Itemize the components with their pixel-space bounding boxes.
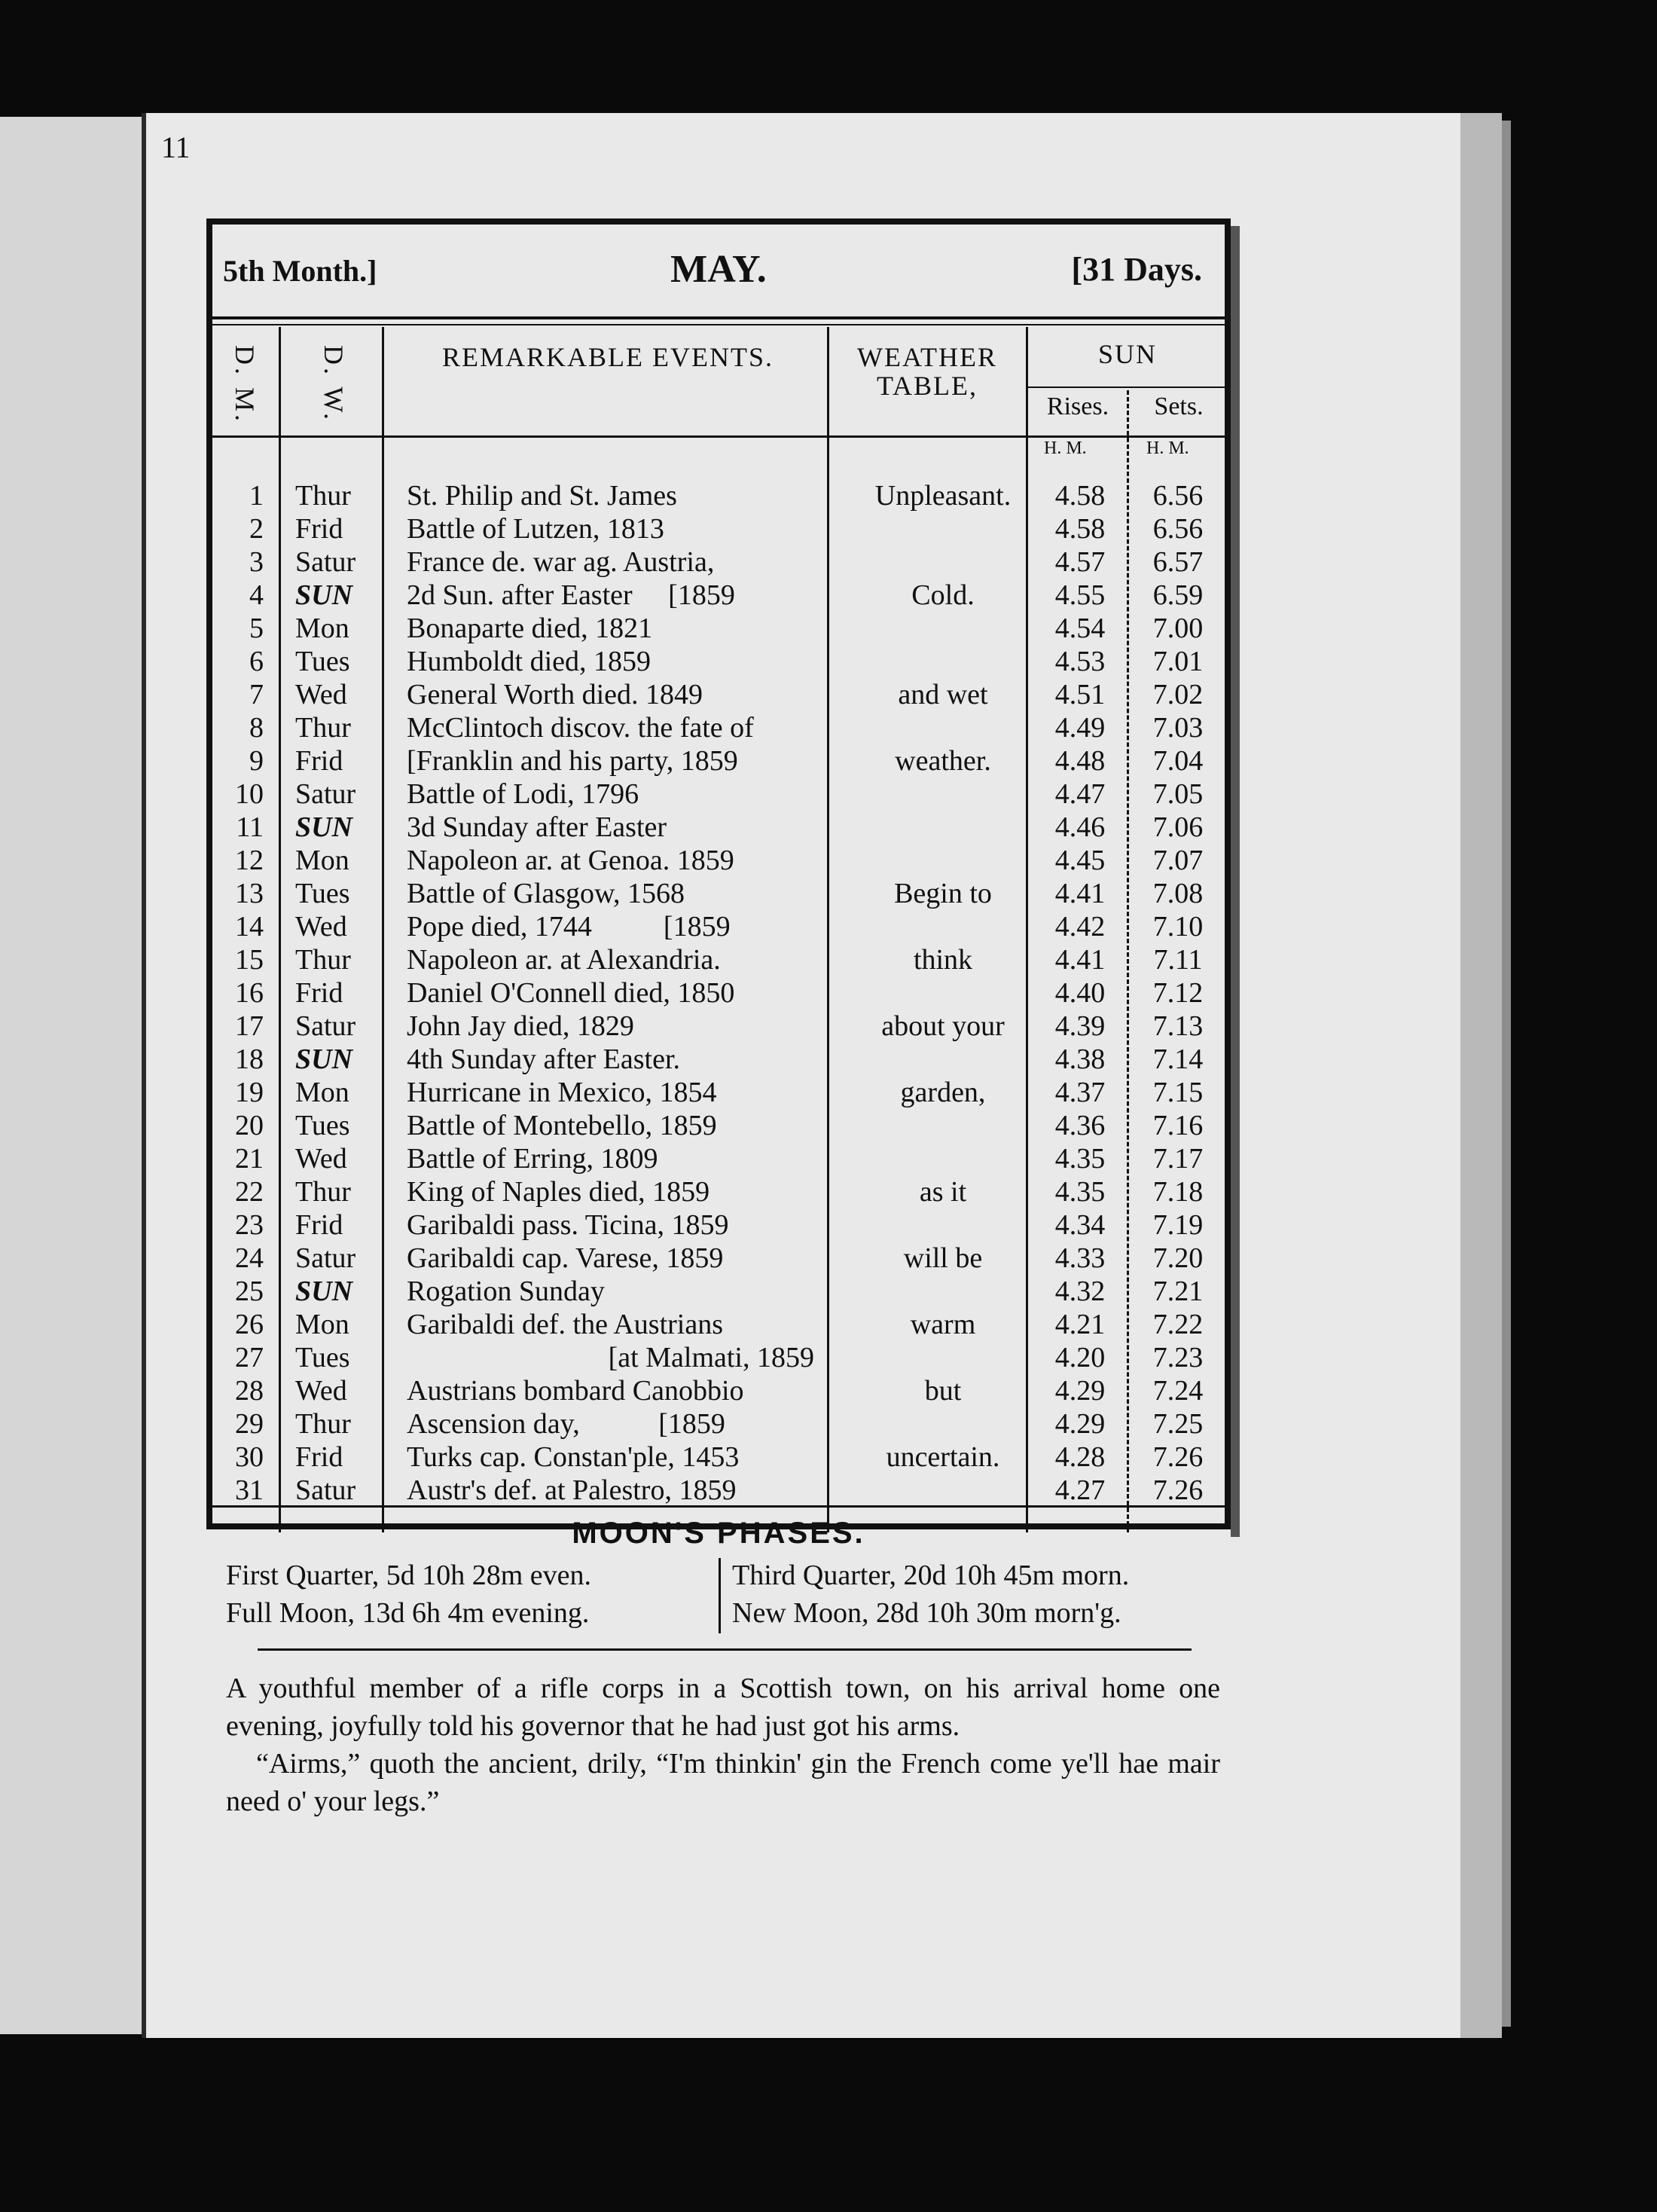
- day-of-month: 20: [235, 1110, 264, 1141]
- events-header: REMARKABLE EVENTS.: [442, 342, 774, 372]
- day-of-month: 10: [235, 778, 264, 810]
- sunset-time: 7.25: [1152, 1408, 1204, 1440]
- event-text: Battle of Lutzen, 1813: [407, 513, 664, 545]
- weather-text: warm: [910, 1309, 976, 1340]
- weather-text: but: [924, 1375, 962, 1407]
- sunrise-time: 4.41: [1054, 878, 1106, 909]
- sunrise-time: 4.29: [1054, 1408, 1106, 1440]
- table-row: [212, 1341, 1225, 1374]
- sunrise-time: 4.29: [1054, 1375, 1106, 1407]
- table-row: [212, 579, 1225, 612]
- sunset-time: 7.00: [1152, 613, 1204, 644]
- weather-text: uncertain.: [886, 1441, 1000, 1473]
- sunrise-time: 4.36: [1054, 1110, 1106, 1141]
- sunrise-time: 4.47: [1054, 778, 1106, 810]
- event-text: [Franklin and his party, 1859: [407, 745, 738, 777]
- sunset-time: 6.59: [1152, 579, 1204, 611]
- sunset-time: 7.18: [1152, 1176, 1204, 1208]
- sunrise-time: 4.37: [1054, 1077, 1106, 1108]
- first-quarter: First Quarter, 5d 10h 28m even.: [226, 1560, 592, 1591]
- sunset-time: 7.14: [1152, 1043, 1204, 1075]
- event-text: King of Naples died, 1859: [407, 1176, 710, 1208]
- day-of-week: Frid: [295, 1209, 343, 1241]
- event-text: McClintoch discov. the fate of: [407, 712, 754, 744]
- sunrise-time: 4.57: [1054, 546, 1106, 578]
- table-row: [212, 910, 1225, 943]
- table-row: [212, 1474, 1225, 1507]
- sets-header: Sets.: [1154, 393, 1204, 420]
- day-of-month: 17: [235, 1010, 264, 1042]
- day-of-month: 13: [235, 878, 264, 909]
- day-of-month: 2: [249, 513, 264, 545]
- rises-header: Rises.: [1046, 393, 1109, 420]
- weather-text: Unpleasant.: [874, 480, 1012, 512]
- day-of-week: Tues: [295, 646, 350, 677]
- table-row: [212, 1010, 1225, 1043]
- event-text: [at Malmati, 1859: [608, 1342, 814, 1373]
- weather-text: Cold.: [911, 579, 975, 611]
- event-text: Garibaldi pass. Ticina, 1859: [407, 1209, 729, 1241]
- day-of-month: 11: [236, 811, 264, 843]
- sunrise-time: 4.41: [1054, 944, 1106, 976]
- event-text: Garibaldi cap. Varese, 1859: [407, 1242, 724, 1274]
- day-of-week: SUN: [295, 579, 353, 611]
- anecdote-paragraph-1: A youthful member of a rifle corps in a Scottish town, on his arrival home one evening, joyfully told his governor that he had just got his arms.: [226, 1673, 1220, 1742]
- moon-phases-title: MOON'S PHASES.: [572, 1517, 865, 1550]
- day-of-month: 29: [235, 1408, 264, 1440]
- sunrise-time: 4.58: [1054, 480, 1106, 512]
- day-of-month: 28: [235, 1375, 264, 1407]
- day-of-week: Tues: [295, 1342, 350, 1373]
- sunset-time: 7.02: [1152, 679, 1204, 710]
- day-of-month: 3: [249, 546, 264, 578]
- table-row: [212, 1208, 1225, 1242]
- event-text: Napoleon ar. at Alexandria.: [407, 944, 721, 976]
- weather-text: Begin to: [894, 878, 992, 909]
- day-of-month: 5: [249, 613, 264, 644]
- day-of-month: 19: [235, 1077, 264, 1108]
- table-row: [212, 479, 1225, 512]
- event-text: General Worth died. 1849: [407, 679, 703, 710]
- day-of-month: 22: [235, 1176, 264, 1208]
- day-of-month: 21: [235, 1143, 264, 1175]
- sunset-time: 7.07: [1152, 845, 1204, 876]
- page-edge: [1460, 113, 1502, 2038]
- event-text: Austrians bombard Canobbio: [407, 1375, 744, 1407]
- sunrise-time: 4.35: [1054, 1176, 1106, 1208]
- sunrise-time: 4.21: [1054, 1309, 1106, 1340]
- weather-text: garden,: [900, 1077, 986, 1108]
- event-text: Turks cap. Constan'ple, 1453: [407, 1441, 740, 1473]
- day-of-month: 12: [235, 845, 264, 876]
- day-of-month: 30: [235, 1441, 264, 1473]
- day-of-month: 4: [249, 579, 264, 611]
- sunrise-time: 4.51: [1054, 679, 1106, 710]
- event-text: Ascension day, [1859: [407, 1408, 725, 1440]
- sunset-time: 6.56: [1152, 480, 1204, 512]
- sunrise-time: 4.33: [1054, 1242, 1106, 1274]
- table-row: [212, 545, 1225, 579]
- moon-divider: [719, 1558, 721, 1633]
- day-of-week: Mon: [295, 613, 349, 644]
- table-row: [212, 1043, 1225, 1076]
- table-row: [212, 844, 1225, 877]
- weather-text: about your: [881, 1010, 1005, 1042]
- sunset-time: 7.12: [1152, 977, 1204, 1009]
- month-number-label: 5th Month.]: [223, 254, 377, 288]
- sunset-time: 7.22: [1152, 1309, 1204, 1340]
- day-of-month: 31: [235, 1474, 264, 1506]
- table-row: [212, 1275, 1225, 1308]
- event-text: Austr's def. at Palestro, 1859: [407, 1474, 737, 1506]
- day-of-week: Satur: [295, 1474, 356, 1506]
- weather-text: think: [913, 944, 973, 976]
- table-row: [212, 1407, 1225, 1441]
- anecdote-paragraph-2: “Airms,” quoth the ancient, drily, “I'm thinkin' gin the French come ye'll hae mair need o' your legs.”: [226, 1748, 1220, 1817]
- event-text: St. Philip and St. James: [407, 480, 677, 512]
- facing-page: [0, 117, 142, 2034]
- sunrise-time: 4.39: [1054, 1010, 1106, 1042]
- table-row: [212, 1308, 1225, 1341]
- day-of-week: Frid: [295, 513, 343, 545]
- sunset-time: 7.17: [1152, 1143, 1204, 1175]
- table-row: [212, 711, 1225, 744]
- table-row: [212, 645, 1225, 678]
- sunset-time: 6.57: [1152, 546, 1204, 578]
- sunrise-time: 4.35: [1054, 1143, 1106, 1175]
- sunset-time: 7.13: [1152, 1010, 1204, 1042]
- table-row: [212, 512, 1225, 545]
- day-of-month: 1: [249, 480, 264, 512]
- sunrise-time: 4.53: [1054, 646, 1106, 677]
- day-of-week: SUN: [295, 811, 353, 843]
- event-text: 4th Sunday after Easter.: [407, 1043, 681, 1075]
- sunset-time: 7.21: [1152, 1276, 1204, 1307]
- day-of-week: Thur: [295, 712, 351, 744]
- event-text: France de. war ag. Austria,: [407, 546, 715, 578]
- frame-shadow: [1231, 226, 1240, 1537]
- table-row: [212, 943, 1225, 976]
- day-of-week: Satur: [295, 546, 356, 578]
- table-row: [212, 877, 1225, 910]
- event-text: Battle of Montebello, 1859: [407, 1110, 717, 1141]
- day-of-month: 14: [235, 911, 264, 943]
- table-row: [212, 1109, 1225, 1142]
- dm-header: D. M.: [230, 345, 260, 425]
- sunset-time: 7.26: [1152, 1474, 1204, 1506]
- day-of-month: 15: [235, 944, 264, 976]
- table-row: [212, 1374, 1225, 1407]
- full-moon: Full Moon, 13d 6h 4m evening.: [226, 1597, 590, 1629]
- event-text: Bonaparte died, 1821: [407, 613, 653, 644]
- sunrise-time: 4.38: [1054, 1043, 1106, 1075]
- sunrise-time: 4.49: [1054, 712, 1106, 744]
- sunset-time: 7.23: [1152, 1342, 1204, 1373]
- day-of-week: SUN: [295, 1043, 353, 1075]
- table-row: [212, 1076, 1225, 1109]
- header-rule-thin: [212, 324, 1225, 325]
- day-of-week: Satur: [295, 1010, 356, 1042]
- anecdote-rule: [258, 1648, 1192, 1651]
- sunrise-time: 4.55: [1054, 579, 1106, 611]
- sun-subrule: [1026, 386, 1229, 388]
- day-of-week: Satur: [295, 1242, 356, 1274]
- calendar-frame: [206, 218, 1231, 1817]
- event-text: Napoleon ar. at Genoa. 1859: [407, 845, 734, 876]
- day-of-month: 25: [235, 1276, 264, 1307]
- event-text: Battle of Erring, 1809: [407, 1143, 658, 1175]
- day-of-week: Thur: [295, 1408, 351, 1440]
- sunset-time: 7.05: [1152, 778, 1204, 810]
- day-of-month: 7: [249, 679, 264, 710]
- sunrise-time: 4.32: [1054, 1276, 1106, 1307]
- month-title: MAY.: [670, 248, 767, 291]
- table-row: [212, 811, 1225, 844]
- folio-number: 11: [161, 130, 191, 164]
- third-quarter: Third Quarter, 20d 10h 45m morn.: [732, 1560, 1130, 1591]
- day-of-month: 26: [235, 1309, 264, 1340]
- event-text: Rogation Sunday: [407, 1276, 605, 1307]
- day-of-week: Tues: [295, 1110, 350, 1141]
- event-text: Daniel O'Connell died, 1850: [407, 977, 735, 1009]
- day-of-month: 23: [235, 1209, 264, 1241]
- day-of-week: Frid: [295, 745, 343, 777]
- sunset-time: 7.20: [1152, 1242, 1204, 1274]
- event-text: 2d Sun. after Easter [1859: [407, 579, 735, 611]
- day-of-month: 16: [235, 977, 264, 1009]
- event-text: Garibaldi def. the Austrians: [407, 1309, 724, 1340]
- sunset-time: 7.26: [1152, 1441, 1204, 1473]
- sunrise-time: 4.45: [1054, 845, 1106, 876]
- event-text: Hurricane in Mexico, 1854: [407, 1077, 717, 1108]
- event-text: Pope died, 1744 [1859: [407, 911, 731, 943]
- event-text: Battle of Lodi, 1796: [407, 778, 639, 810]
- table-row: [212, 778, 1225, 811]
- sunrise-time: 4.40: [1054, 977, 1106, 1009]
- table-row: [212, 1242, 1225, 1275]
- day-of-month: 24: [235, 1242, 264, 1274]
- weather-text: and wet: [898, 679, 988, 710]
- table-row: [212, 678, 1225, 711]
- day-of-week: SUN: [295, 1276, 353, 1307]
- table-row: [212, 744, 1225, 778]
- dw-header: D. W.: [319, 345, 349, 423]
- sunset-time: 7.03: [1152, 712, 1204, 744]
- day-of-week: Frid: [295, 1441, 343, 1473]
- day-of-week: Wed: [295, 1375, 347, 1407]
- day-of-week: Mon: [295, 1309, 349, 1340]
- anecdote: [226, 1670, 1220, 1820]
- table-row: [212, 1142, 1225, 1175]
- weather-text: weather.: [895, 745, 991, 777]
- sunset-time: 6.56: [1152, 513, 1204, 545]
- day-of-week: Tues: [295, 878, 350, 909]
- sun-header: SUN: [1097, 339, 1158, 369]
- sunrise-time: 4.54: [1054, 613, 1106, 644]
- sunset-time: 7.11: [1153, 944, 1203, 976]
- day-of-week: Satur: [295, 778, 356, 810]
- page-edge-shadow: [1502, 121, 1511, 2027]
- day-of-week: Thur: [295, 944, 351, 976]
- sunrise-time: 4.20: [1054, 1342, 1106, 1373]
- sunrise-time: 4.34: [1054, 1209, 1106, 1241]
- table-row: [212, 976, 1225, 1010]
- sunset-time: 7.10: [1152, 911, 1204, 943]
- rises-hm-unit: H. M.: [1044, 438, 1087, 458]
- weather-header: WEATHER TABLE,: [857, 342, 997, 401]
- day-of-week: Frid: [295, 977, 343, 1009]
- sunrise-time: 4.42: [1054, 911, 1106, 943]
- moon-top-rule: [212, 1505, 1225, 1508]
- day-of-month: 18: [235, 1043, 264, 1075]
- weather-text: will be: [903, 1242, 983, 1274]
- sunset-time: 7.01: [1152, 646, 1204, 677]
- day-of-week: Mon: [295, 1077, 349, 1108]
- sunset-time: 7.08: [1152, 878, 1204, 909]
- table-row: [212, 1175, 1225, 1208]
- sunrise-time: 4.28: [1054, 1441, 1106, 1473]
- day-of-week: Wed: [295, 1143, 347, 1175]
- sunrise-time: 4.58: [1054, 513, 1106, 545]
- sunrise-time: 4.46: [1054, 811, 1106, 843]
- sunrise-time: 4.27: [1054, 1474, 1106, 1506]
- day-of-month: 27: [235, 1342, 264, 1373]
- event-text: Humboldt died, 1859: [407, 646, 652, 677]
- sets-hm-unit: H. M.: [1146, 438, 1189, 458]
- day-of-week: Mon: [295, 845, 349, 876]
- table-row: [212, 612, 1225, 645]
- day-of-month: 9: [249, 745, 264, 777]
- day-of-week: Wed: [295, 679, 347, 710]
- sunset-time: 7.19: [1152, 1209, 1204, 1241]
- day-of-month: 8: [249, 712, 264, 744]
- event-text: 3d Sunday after Easter: [407, 811, 667, 843]
- sunset-time: 7.24: [1152, 1375, 1204, 1407]
- sunset-time: 7.15: [1152, 1077, 1204, 1108]
- sunset-time: 7.04: [1152, 745, 1204, 777]
- day-of-week: Wed: [295, 911, 347, 943]
- sunset-time: 7.16: [1152, 1110, 1204, 1141]
- sunrise-time: 4.48: [1054, 745, 1106, 777]
- event-text: Battle of Glasgow, 1568: [407, 878, 685, 909]
- day-of-month: 6: [249, 646, 264, 677]
- event-text: John Jay died, 1829: [407, 1010, 634, 1042]
- day-of-week: Thur: [295, 1176, 351, 1208]
- month-header: [212, 247, 1225, 292]
- header-rule: [212, 316, 1225, 319]
- sunset-time: 7.06: [1152, 811, 1204, 843]
- weather-text: as it: [919, 1176, 967, 1208]
- days-count-label: [31 Days.: [1071, 251, 1202, 288]
- table-row: [212, 1441, 1225, 1474]
- new-moon: New Moon, 28d 10h 30m morn'g.: [732, 1597, 1121, 1629]
- colhead-rule: [212, 435, 1225, 438]
- day-of-week: Thur: [295, 480, 351, 512]
